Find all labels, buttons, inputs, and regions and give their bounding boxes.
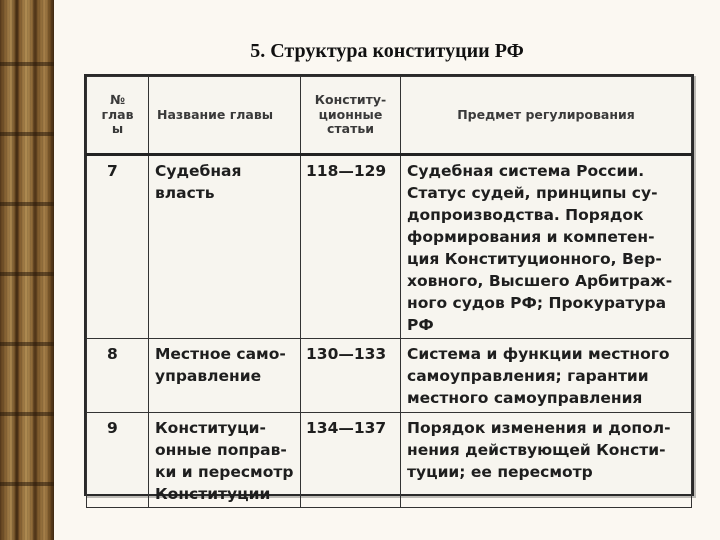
row-chapter-number: 9 bbox=[87, 413, 149, 508]
table-row bbox=[87, 413, 692, 508]
table-header-row bbox=[87, 77, 692, 155]
table-row bbox=[87, 155, 692, 339]
header-articles: Конститу- ционные статьи bbox=[301, 77, 401, 155]
bamboo-border-decoration bbox=[0, 0, 54, 540]
slide-title: 5. Структура конституции РФ bbox=[250, 40, 524, 62]
row-articles: 118—129 bbox=[301, 155, 401, 339]
row-articles: 130—133 bbox=[301, 339, 401, 413]
header-chapter-name: Название главы bbox=[149, 77, 301, 155]
row-chapter-name: Местное само- управление bbox=[149, 339, 301, 413]
constitution-structure-table bbox=[84, 74, 694, 503]
header-chapter-number: № глав ы bbox=[87, 77, 149, 155]
row-subject: Порядок изменения и допол- нения действующей Консти- туции; ее пересмотр bbox=[401, 413, 692, 508]
row-chapter-number: 8 bbox=[87, 339, 149, 413]
row-chapter-name: Конституци- онные поправ- ки и пересмотр Конституции bbox=[149, 413, 301, 508]
table-row bbox=[87, 339, 692, 413]
row-subject: Система и функции местного самоуправления; гарантии местного самоуправления bbox=[401, 339, 692, 413]
header-subject: Предмет регулирования bbox=[401, 77, 692, 155]
row-subject: Судебная система России. Статус судей, принципы су- допроизводства. Порядок формирования и компетен- ция Конституционного, Вер- ховного, Высшего Арбитраж- ного судов РФ; Прокуратура РФ bbox=[401, 155, 692, 339]
row-chapter-number: 7 bbox=[87, 155, 149, 339]
row-chapter-name: Судебная власть bbox=[149, 155, 301, 339]
row-articles: 134—137 bbox=[301, 413, 401, 508]
